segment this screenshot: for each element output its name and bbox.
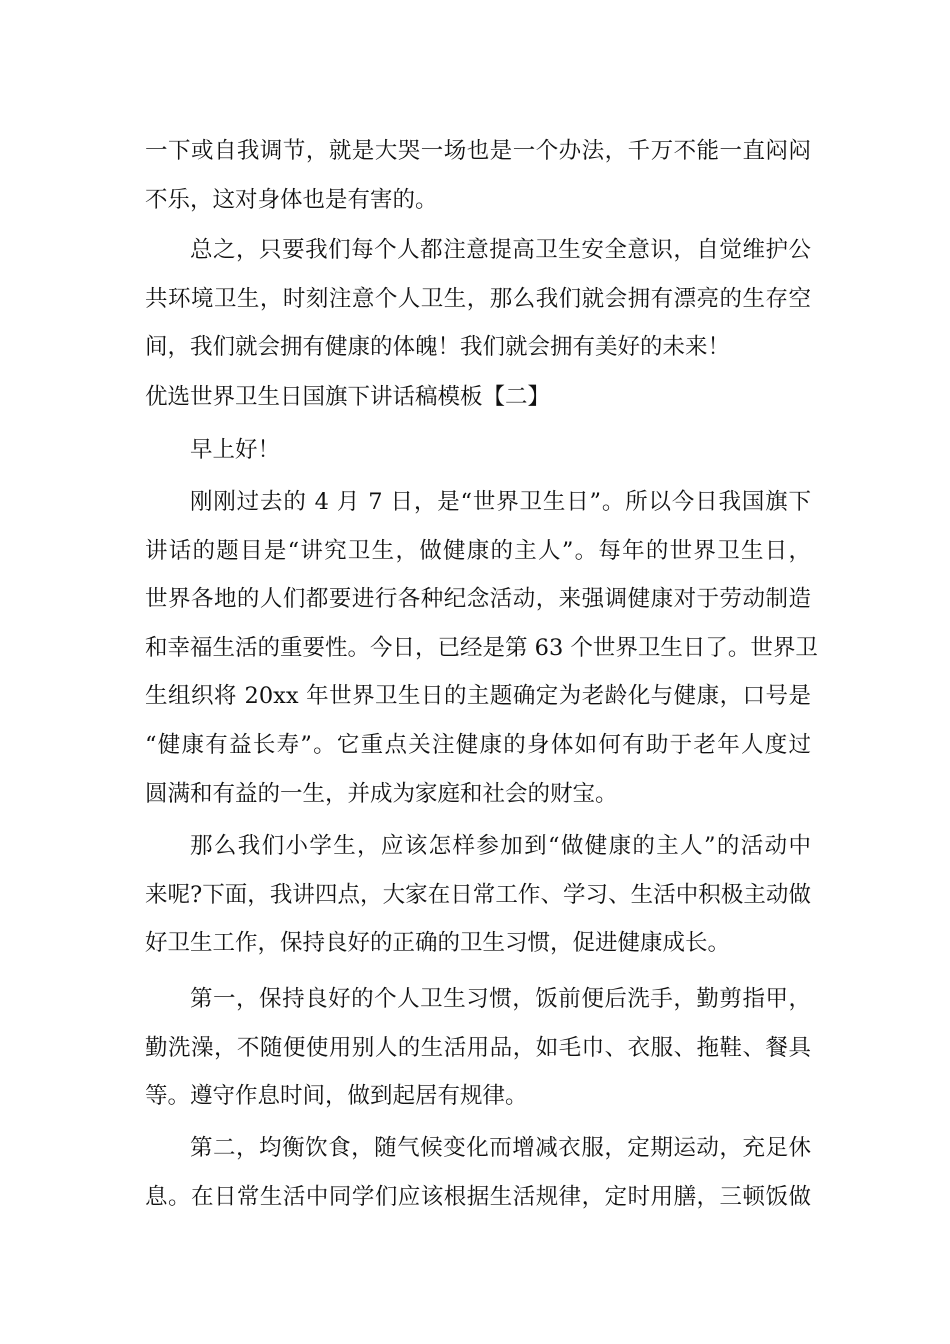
text-line: 间，我们就会拥有健康的体魄！我们就会拥有美好的未来！	[145, 334, 731, 361]
text-line: 总之，只要我们每个人都注意提高卫生安全意识，自觉维护公	[190, 237, 811, 263]
text-line: 勤洗澡，不随便使用别人的生活用品，如毛巾、衣服、拖鞋、餐具	[145, 1034, 811, 1061]
paragraph-students	[145, 822, 811, 968]
text-line: 第一，保持良好的个人卫生习惯，饭前便后洗手，勤剪指甲，	[190, 986, 811, 1012]
paragraph-conclusion	[145, 226, 811, 372]
text-line: 生组织将 20xx 年世界卫生日的主题确定为老龄化与健康，口号是	[145, 683, 811, 710]
text-line: 息。在日常生活中同学们应该根据生活规律，定时用膳，三顿饭做	[145, 1183, 811, 1210]
text-line: 来呢?下面，我讲四点，大家在日常工作、学习、生活中积极主动做	[145, 881, 811, 908]
text-line: “健康有益长寿”。它重点关注健康的身体如何有助于老年人度过	[145, 731, 811, 758]
text-line: 共环境卫生，时刻注意个人卫生，那么我们就会拥有漂亮的生存空	[145, 285, 811, 312]
paragraph-second	[145, 1124, 811, 1221]
text-line: 不乐，这对身体也是有害的。	[145, 186, 438, 213]
paragraph-first	[145, 975, 811, 1121]
text-line: 那么我们小学生，应该怎样参加到“做健康的主人”的活动中	[190, 833, 811, 859]
text-line: 一下或自我调节，就是大哭一场也是一个办法，千万不能一直闷闷	[145, 138, 811, 164]
text-line: 第二，均衡饮食，随气候变化而增减衣服，定期运动，充足休	[190, 1135, 811, 1161]
text-line: 和幸福生活的重要性。今日，已经是第 63 个世界卫生日了。世界卫	[145, 634, 818, 661]
text-line: 等。遵守作息时间，做到起居有规律。	[145, 1083, 528, 1110]
text-line: 早上好！	[190, 437, 281, 463]
paragraph-continuation	[145, 127, 811, 224]
text-line: 刚刚过去的 4 月 7 日，是“世界卫生日”。所以今日我国旗下	[190, 489, 811, 515]
paragraph-intro	[145, 478, 818, 818]
text-line: 讲话的题目是“讲究卫生，做健康的主人”。每年的世界卫生日，	[145, 537, 811, 564]
text-line: 好卫生工作，保持良好的正确的卫生习惯，促进健康成长。	[145, 930, 731, 957]
section-title: 优选世界卫生日国旗下讲话稿模板【二】	[145, 384, 551, 410]
paragraph-greeting	[145, 426, 811, 475]
text-line: 世界各地的人们都要进行各种纪念活动，来强调健康对于劳动制造	[145, 586, 811, 613]
text-line: 圆满和有益的一生，并成为家庭和社会的财宝。	[145, 780, 618, 807]
section-heading	[145, 377, 811, 417]
